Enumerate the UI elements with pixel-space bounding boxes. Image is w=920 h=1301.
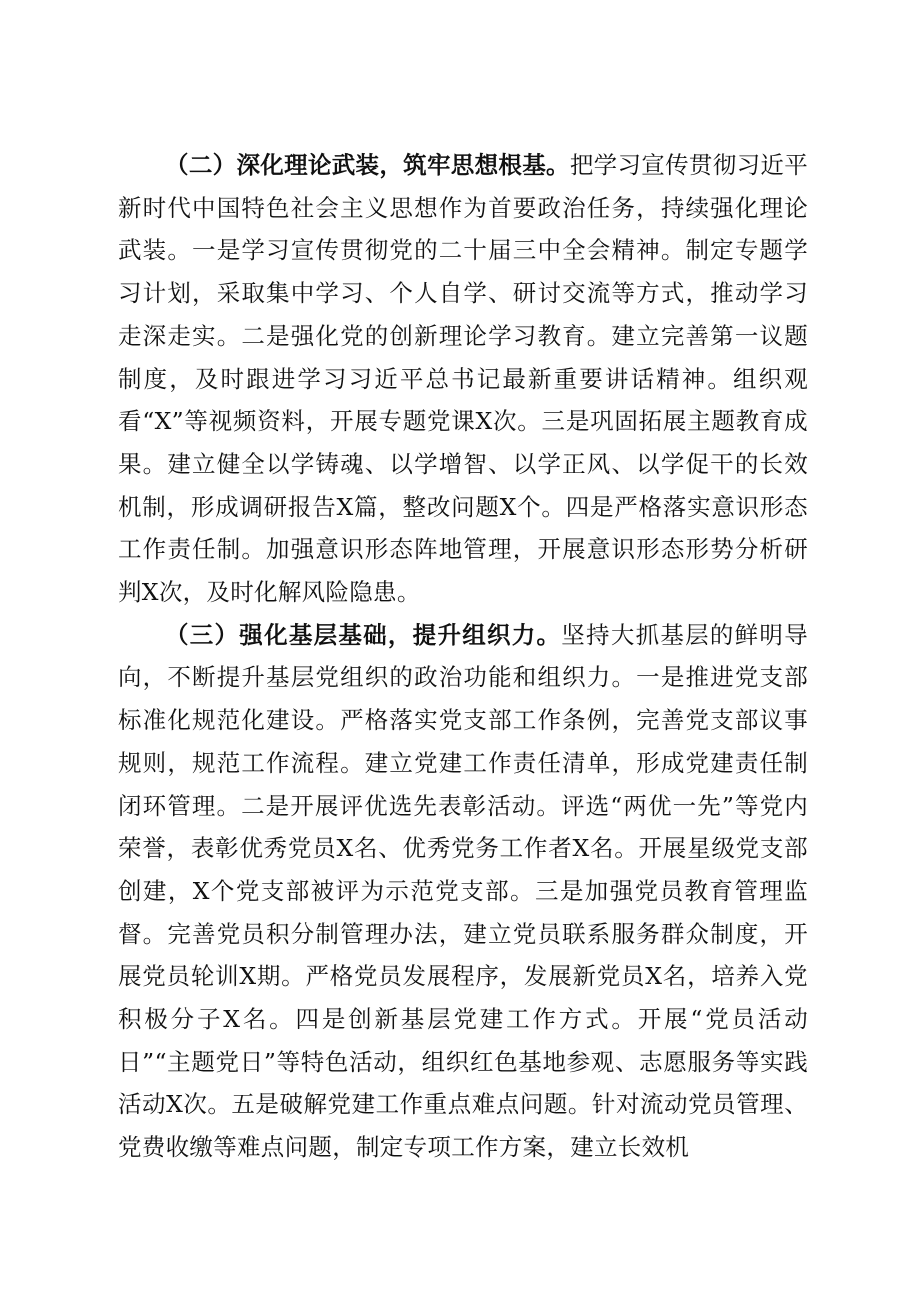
section-paragraph-2	[118, 144, 808, 614]
section-paragraph-3	[118, 614, 808, 1169]
document-page	[118, 144, 808, 1169]
section-body-3: 坚持大抓基层的鲜明导向，不断提升基层党组织的政治功能和组织力。一是推进党支部标准化规范化建设。严格落实党支部工作条例，完善党支部议事规则，规范工作流程。建立党建工作责任清单，形成党建责任制闭环管理。二是开展评优选先表彰活动。评选“两优一先”等党内荣誉，表彰优秀党员X名、优秀党务工作者X名。开展星级党支部创建，X个党支部被评为示范党支部。三是加强党员教育管理监督。完善党员积分制管理办法，建立党员联系服务群众制度，开展党员轮训X期。严格党员发展程序，发展新党员X名，培养入党积极分子X名。四是创新基层党建工作方式。开展“党员活动日”“主题党日”等特色活动，组织红色基地参观、志愿服务等实践活动X次。五是破解党建工作重点难点问题。针对流动党员管理、党费收缴等难点问题，制定专项工作方案，建立长效机	[118, 620, 808, 1162]
section-heading-2: （二）深化理论武装，筑牢思想根基。	[165, 151, 570, 179]
section-body-2: 把学习宣传贯彻习近平新时代中国特色社会主义思想作为首要政治任务，持续强化理论武装。一是学习宣传贯彻党的二十届三中全会精神。制定专题学习计划，采取集中学习、个人自学、研讨交流等方式，推动学习走深走实。二是强化党的创新理论学习教育。建立完善第一议题制度，及时跟进学习习近平总书记最新重要讲话精神。组织观看“X”等视频资料，开展专题党课X次。三是巩固拓展主题教育成果。建立健全以学铸魂、以学增智、以学正风、以学促干的长效机制，形成调研报告X篇，整改问题X个。四是严格落实意识形态工作责任制。加强意识形态阵地管理，开展意识形态形势分析研判X次，及时化解风险隐患。	[118, 151, 808, 607]
section-heading-3: （三）强化基层基础，提升组织力。	[165, 620, 562, 649]
